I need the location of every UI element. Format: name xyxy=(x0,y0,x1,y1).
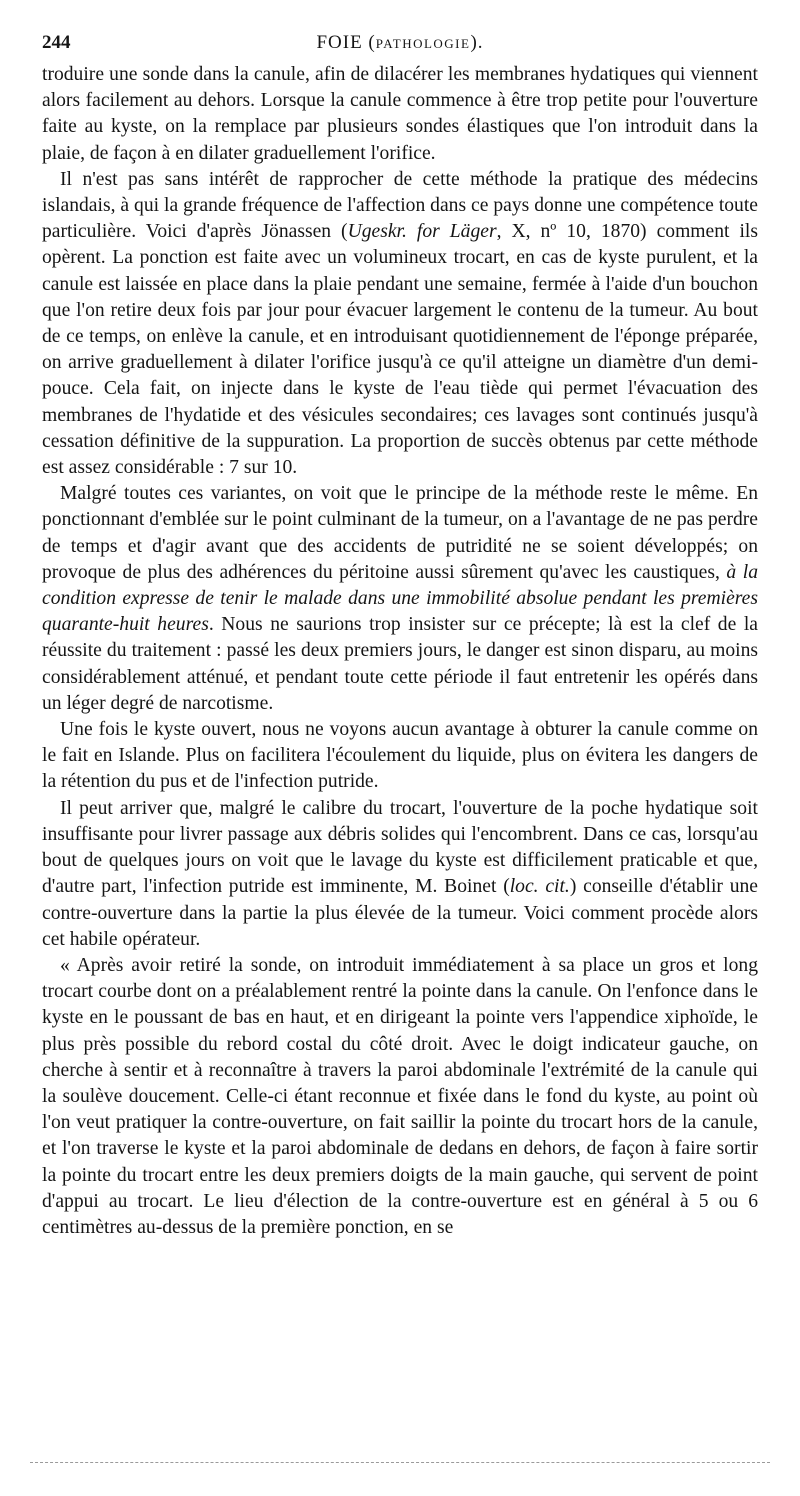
paragraph-5 xyxy=(42,796,758,953)
running-header xyxy=(42,32,758,60)
paragraph-3 xyxy=(42,481,758,717)
paragraph-2 xyxy=(42,167,758,481)
paragraph-2-citation: Ugeskr. for Läger xyxy=(347,221,497,243)
paragraph-1: troduire une sonde dans la canule, afin de dilacérer les membranes hydatiques qui viennent alors facilement au dehors. Lorsque la canule commence à être trop petite pour l'ouverture faite au kyste, on la remplace par plusieurs sondes élastiques que l'on introduit dans la plaie, de façon à en dilater graduellement l'orifice. xyxy=(42,64,758,164)
paragraph-2-text-b: , X, nº 10, 1870) comment ils opèrent. La ponction est faite avec un volumineux trocart, en cas de kyste purulent, et la canule est laissée en place dans la plaie pendant une semaine, fermée à l'aide d'un bouchon que l'on retire deux fois par jour pour évacuer largement le contenu de la tumeur. Au bout de ce temps, on enlève la canule, et en introduisant quotidiennement de l'éponge préparée, on arrive graduellement à dilater l'orifice jusqu'à ce qu'il atteigne un diamètre d'un demi-pouce. Cela fait, on injecte dans le kyste de l'eau tiède qui permet l'évacuation des membranes de l'hydatide et des vésicules secondaires; ces lavages sont continués jusqu'à cessation définitive de la suppuration. La proportion de succès obtenus par cette méthode est assez considérable : 7 sur 10. xyxy=(42,221,758,479)
page-number: 244 xyxy=(42,32,71,53)
running-title-subtitle: PATHOLOGIE xyxy=(375,36,471,51)
body-text xyxy=(42,62,758,1241)
running-title xyxy=(42,32,758,54)
running-title-main: FOIE ( xyxy=(316,32,376,53)
paragraph-6-quote: « Après avoir retiré la sonde, on introduit immédiatement à sa place un gros et long trocart courbe dont on a préalablement rentré la pointe dans la canule. On l'enfonce dans le kyste en le poussant de bas en haut, et en dirigeant la pointe vers l'appendice xiphoïde, le plus près possible du rebord costal du côté droit. Avec le doigt indicateur gauche, on cherche à sentir et à reconnaître à travers la paroi abdominale l'extrémité de la canule qui la soulève doucement. Celle-ci étant reconnue et fixée dans le fond du kyste, au point où l'on veut pratiquer la contre-ouverture, on fait saillir la pointe du trocart hors de la canule, et l'on traverse le kyste et la paroi abdominale de dedans en dehors, de façon à faire sortir la pointe du trocart entre les deux premiers doigts de la main gauche, qui servent de point d'appui au trocart. Le lieu d'élection de la contre-ouverture est en général à 5 ou 6 centimètres au-dessus de la première ponction, en se xyxy=(42,954,758,1238)
paragraph-5-citation: loc. cit. xyxy=(509,876,570,898)
running-title-end: ). xyxy=(470,32,484,53)
paragraph-5-text-a: Il peut arriver que, malgré le calibre du trocart, l'ouverture de la poche hydatique soit insuffisante pour livrer passage aux débris solides qui l'encombrent. Dans ce cas, lorsqu'au bout de quelques jours on voit que le lavage du kyste est difficilement praticable et que, d'autre part, l'infection putride est imminente, M. Boinet ( xyxy=(42,797,758,898)
paragraph-5-text-b: ) conseille d'établir une contre-ouverture dans la partie la plus élevée de la tumeur. Voici comment procède alors cet habile opérateur. xyxy=(42,876,759,950)
paragraph-2-text-a: Il n'est pas sans intérêt de rapprocher de cette méthode la pratique des médecins islandais, à qui la grande fréquence de l'affection dans ce pays donne une compétence toute particulière. Voici d'après Jönassen ( xyxy=(42,168,758,243)
paragraph-3-emphasis: à la condition expresse de tenir le malade dans une immobilité absolue pendant les premières quarante-huit heures xyxy=(42,561,759,636)
paragraph-3-text-b: . Nous ne saurions trop insister sur ce précepte; là est la clef de la réussite du traitement : passé les deux premiers jours, le danger est sinon disparu, au moins considérablement atténué, et pendant toute cette période il faut entretenir les opérés dans un léger degré de narcotisme. xyxy=(42,614,758,714)
paragraph-4: Une fois le kyste ouvert, nous ne voyons aucun avantage à obturer la canule comme on le fait en Islande. Plus on facilitera l'écoulement du liquide, plus on évitera les dangers de la rétention du pus et de l'infection putride. xyxy=(42,719,758,793)
paragraph-3-text-a: Malgré toutes ces variantes, on voit que le principe de la méthode reste le même. En ponctionnant d'emblée sur le point culminant de la tumeur, on a l'avantage de ne pas perdre de temps et d'agir avant que des accidents de putridité ne se soient développés; on provoque de plus des adhérences du péritoine aussi sûrement qu'avec les caustiques, xyxy=(42,483,758,583)
footer-dotted-rule xyxy=(30,1462,770,1463)
